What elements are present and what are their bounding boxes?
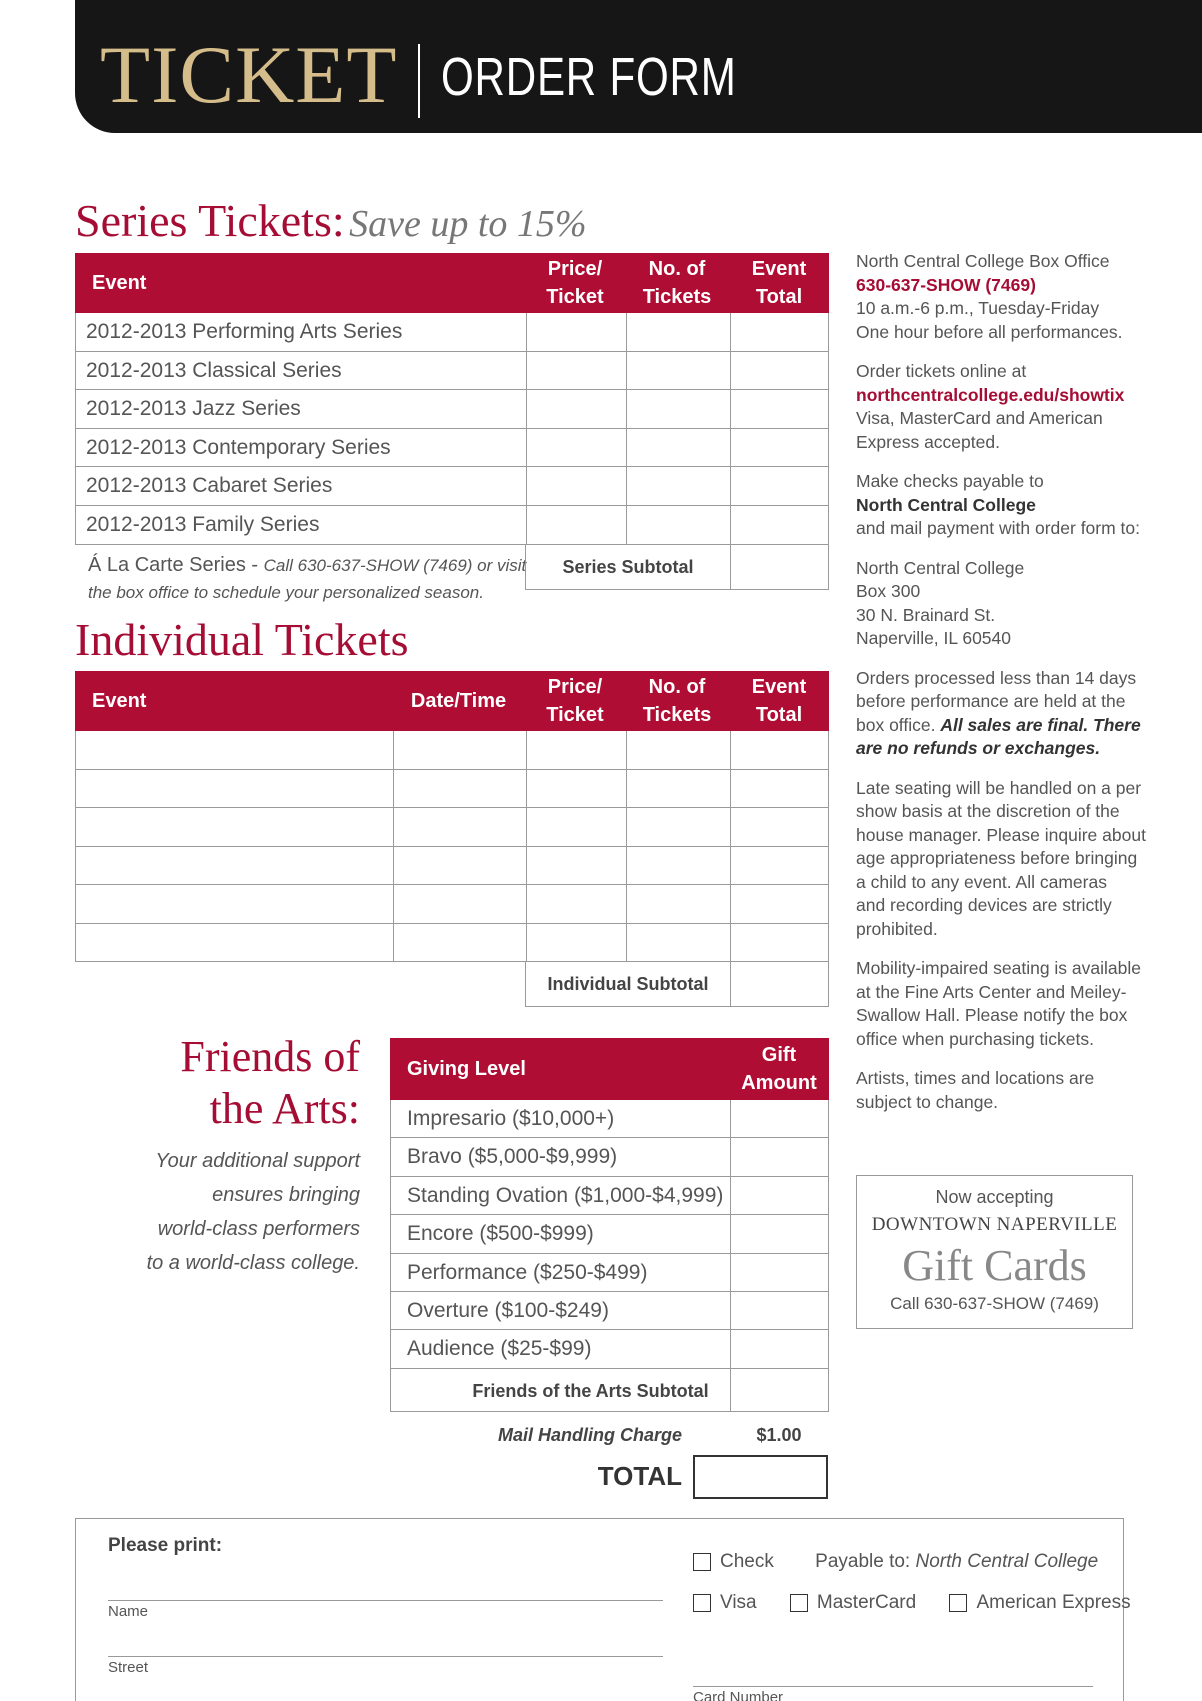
series-total-cell[interactable] bbox=[730, 467, 731, 505]
individual-total-cell[interactable] bbox=[730, 847, 830, 884]
series-col-price-l2: Ticket bbox=[546, 286, 604, 308]
series-number-cell[interactable] bbox=[626, 313, 627, 351]
sidebar-orders-l3: box office. bbox=[856, 714, 941, 735]
individual-col-event: Event bbox=[92, 690, 147, 712]
series-total-cell[interactable] bbox=[730, 352, 731, 389]
sidebar-online-intro: Order tickets online at bbox=[856, 361, 1027, 381]
please-print-heading: Please print: bbox=[108, 1535, 223, 1556]
gift-card-title: Gift Cards bbox=[902, 1241, 1087, 1290]
series-heading bbox=[75, 195, 587, 246]
series-row-label: 2012-2013 Performing Arts Series bbox=[86, 320, 403, 343]
amex-label: American Express bbox=[976, 1592, 1131, 1613]
alacarte-note-2: the box office to schedule your personalized season. bbox=[88, 583, 484, 602]
sidebar-late-7: prohibited. bbox=[856, 918, 938, 939]
friends-title-l2: the Arts: bbox=[209, 1084, 360, 1133]
brand-ticket: TICKET bbox=[100, 29, 398, 120]
series-subtotal-box bbox=[525, 545, 829, 590]
brand-order-form: ORDER FORM bbox=[441, 47, 737, 107]
individual-subtotal-box bbox=[525, 962, 829, 1007]
individual-event-cell[interactable] bbox=[76, 847, 393, 884]
sidebar-address-2: Box 300 bbox=[856, 581, 921, 601]
friends-gift-cell[interactable] bbox=[730, 1330, 731, 1368]
check-checkbox[interactable] bbox=[693, 1553, 711, 1571]
friends-tag-l3: world-class performers bbox=[157, 1218, 360, 1240]
friends-gift-cell[interactable] bbox=[730, 1292, 731, 1329]
individual-col-price bbox=[525, 671, 625, 731]
individual-number-cell[interactable] bbox=[626, 847, 730, 884]
individual-event-cell[interactable] bbox=[76, 885, 393, 923]
sidebar-phone[interactable]: 630-637-SHOW (7469) bbox=[856, 274, 1036, 295]
street-label: Street bbox=[108, 1659, 149, 1676]
individual-col-number bbox=[625, 671, 729, 731]
individual-table-header bbox=[75, 671, 829, 731]
series-row-label: 2012-2013 Contemporary Series bbox=[86, 435, 391, 459]
friends-level-label: Performance ($250-$499) bbox=[407, 1260, 648, 1284]
friends-level-label: Overture ($100-$249) bbox=[407, 1298, 609, 1322]
series-col-price bbox=[525, 253, 625, 313]
individual-subtotal-label: Individual Subtotal bbox=[547, 974, 709, 994]
sidebar-late-3: house manager. Please inquire about bbox=[856, 824, 1146, 845]
individual-col-number-l1: No. of bbox=[648, 676, 706, 698]
friends-level-label: Impresario ($10,000+) bbox=[407, 1106, 615, 1130]
individual-title: Individual Tickets bbox=[75, 614, 409, 665]
individual-total-cell[interactable] bbox=[730, 924, 830, 961]
friends-level-label: Standing Ovation ($1,000-$4,999) bbox=[407, 1183, 724, 1207]
individual-datetime-cell[interactable] bbox=[393, 731, 526, 769]
table-row bbox=[76, 352, 828, 390]
table-row bbox=[76, 429, 828, 467]
check-label: Check bbox=[720, 1551, 774, 1572]
mail-handling-amount: $1.00 bbox=[756, 1425, 802, 1445]
friends-tag-l1: Your additional support bbox=[155, 1150, 360, 1172]
series-row-label: 2012-2013 Jazz Series bbox=[86, 397, 301, 420]
table-row bbox=[76, 390, 828, 429]
series-title: Series Tickets: bbox=[75, 195, 345, 246]
individual-price-cell[interactable] bbox=[526, 924, 626, 961]
gift-card-accepting: Now accepting bbox=[935, 1187, 1054, 1207]
sidebar-checks-l3: and mail payment with order form to: bbox=[856, 518, 1141, 538]
series-row-label: 2012-2013 Cabaret Series bbox=[86, 474, 333, 497]
table-row bbox=[76, 847, 828, 885]
sidebar-address-4: Naperville, IL 60540 bbox=[856, 628, 1012, 648]
individual-number-cell[interactable] bbox=[626, 770, 730, 807]
series-col-price-l1: Price/ bbox=[547, 258, 603, 280]
individual-total-cell[interactable] bbox=[730, 731, 830, 769]
sidebar-change-1: Artists, times and locations are bbox=[856, 1068, 1095, 1088]
individual-total-cell[interactable] bbox=[730, 770, 830, 807]
individual-price-cell[interactable] bbox=[526, 847, 626, 884]
individual-col-total-l1: Event bbox=[751, 676, 807, 698]
series-row-label: 2012-2013 Family Series bbox=[86, 513, 320, 536]
series-number-cell[interactable] bbox=[626, 429, 627, 466]
table-row bbox=[76, 770, 828, 808]
sidebar-address-1: North Central College bbox=[856, 557, 1025, 578]
series-total-cell[interactable] bbox=[730, 313, 731, 351]
sidebar-address-3: 30 N. Brainard St. bbox=[856, 604, 996, 625]
series-table-header bbox=[75, 253, 829, 313]
visa-label: Visa bbox=[720, 1592, 757, 1613]
payable-prefix: Payable to: bbox=[815, 1551, 916, 1572]
friends-gift-cell[interactable] bbox=[730, 1177, 731, 1214]
table-row bbox=[76, 506, 828, 545]
series-total-cell[interactable] bbox=[730, 429, 731, 466]
series-col-total bbox=[729, 253, 829, 313]
payable-name: North Central College bbox=[915, 1551, 1099, 1572]
individual-col-price-l2: Ticket bbox=[546, 704, 604, 726]
gift-card-call: Call 630-637-SHOW (7469) bbox=[890, 1294, 1099, 1313]
series-number-cell[interactable] bbox=[626, 352, 627, 389]
series-price-cell[interactable] bbox=[526, 313, 527, 351]
series-number-cell[interactable] bbox=[626, 390, 627, 428]
individual-event-cell[interactable] bbox=[76, 808, 393, 846]
individual-datetime-cell[interactable] bbox=[393, 924, 526, 961]
individual-number-cell[interactable] bbox=[626, 924, 730, 961]
individual-price-cell[interactable] bbox=[526, 885, 626, 923]
sidebar-orders-final-1: All sales are final. There bbox=[940, 714, 1141, 735]
individual-subtotal-cell[interactable] bbox=[730, 962, 731, 1006]
table-row bbox=[391, 1292, 828, 1330]
series-total-cell[interactable] bbox=[730, 506, 731, 544]
sidebar-online-url[interactable]: northcentralcollege.edu/showtix bbox=[856, 384, 1125, 405]
table-row bbox=[391, 1138, 828, 1177]
sidebar-late-6: and recording devices are strictly bbox=[856, 895, 1112, 915]
sidebar-change-2: subject to change. bbox=[856, 1091, 999, 1112]
table-row bbox=[76, 731, 828, 770]
individual-datetime-cell[interactable] bbox=[393, 770, 526, 807]
series-price-cell[interactable] bbox=[526, 352, 527, 389]
series-price-cell[interactable] bbox=[526, 390, 527, 428]
card-options bbox=[693, 1592, 1131, 1614]
friends-col-gift bbox=[729, 1038, 829, 1100]
individual-datetime-cell[interactable] bbox=[393, 847, 526, 884]
series-subtitle: Save up to 15% bbox=[349, 203, 587, 245]
series-price-cell[interactable] bbox=[526, 467, 527, 505]
series-col-event: Event bbox=[92, 272, 147, 294]
series-total-cell[interactable] bbox=[730, 390, 731, 428]
table-row bbox=[391, 1100, 828, 1138]
street-line[interactable] bbox=[108, 1656, 663, 1657]
sidebar-late-2: show basis at the discretion of the bbox=[856, 801, 1120, 821]
series-table-body bbox=[75, 313, 829, 545]
gift-card-box bbox=[856, 1175, 1133, 1329]
friends-table-header bbox=[390, 1038, 829, 1100]
individual-event-cell[interactable] bbox=[76, 770, 393, 807]
total-label: TOTAL bbox=[597, 1461, 682, 1491]
name-label: Name bbox=[108, 1603, 149, 1620]
visa-checkbox[interactable] bbox=[693, 1594, 711, 1612]
friends-tag-l4: to a world-class college. bbox=[146, 1252, 360, 1274]
alacarte-title: Á La Carte Series - bbox=[88, 554, 264, 576]
table-row bbox=[76, 885, 828, 924]
series-col-number bbox=[625, 253, 729, 313]
friends-level-label: Bravo ($5,000-$9,999) bbox=[407, 1145, 618, 1168]
header-divider bbox=[418, 44, 420, 118]
friends-table-body bbox=[390, 1100, 829, 1412]
table-row bbox=[76, 467, 828, 506]
mail-handling-label: Mail Handling Charge bbox=[497, 1425, 682, 1445]
sidebar-mobility-4: office when purchasing tickets. bbox=[856, 1028, 1095, 1049]
amex-checkbox[interactable] bbox=[949, 1594, 967, 1612]
individual-event-cell[interactable] bbox=[76, 924, 393, 961]
individual-total-cell[interactable] bbox=[730, 808, 830, 846]
sidebar-orders-l2: before performance are held at the bbox=[856, 691, 1126, 711]
series-price-cell[interactable] bbox=[526, 506, 527, 544]
sidebar-cards-l1: Visa, MasterCard and American bbox=[856, 408, 1103, 428]
sidebar-late-4: age appropriateness before bringing bbox=[856, 848, 1138, 868]
friends-col-gift-l1: Gift bbox=[761, 1044, 797, 1066]
sidebar-mobility-3: Swallow Hall. Please notify the box bbox=[856, 1005, 1128, 1025]
sidebar-box-office: North Central College Box Office bbox=[856, 251, 1110, 271]
individual-col-datetime: Date/Time bbox=[410, 690, 507, 712]
sidebar bbox=[856, 250, 1156, 1114]
friends-gift-cell[interactable] bbox=[730, 1215, 731, 1253]
check-option bbox=[693, 1551, 1098, 1573]
individual-datetime-cell[interactable] bbox=[393, 808, 526, 846]
friends-gift-cell[interactable] bbox=[730, 1138, 731, 1176]
individual-price-cell[interactable] bbox=[526, 770, 626, 807]
table-row bbox=[76, 924, 828, 962]
table-row bbox=[391, 1254, 828, 1292]
sidebar-orders-l1: Orders processed less than 14 days bbox=[856, 667, 1137, 688]
table-row bbox=[76, 313, 828, 352]
individual-datetime-cell[interactable] bbox=[393, 885, 526, 923]
individual-col-total-l2: Total bbox=[755, 704, 803, 726]
table-row bbox=[391, 1330, 828, 1369]
sidebar-late-5: a child to any event. All cameras bbox=[856, 871, 1107, 892]
individual-table-body bbox=[75, 731, 829, 962]
individual-number-cell[interactable] bbox=[626, 808, 730, 846]
series-col-number-l2: Tickets bbox=[642, 286, 712, 308]
friends-gift-cell[interactable] bbox=[730, 1254, 731, 1291]
sidebar-cards-l2: Express accepted. bbox=[856, 431, 1000, 452]
friends-col-level: Giving Level bbox=[407, 1058, 526, 1080]
sidebar-mobility-2: at the Fine Arts Center and Meiley- bbox=[856, 981, 1127, 1002]
friends-title bbox=[120, 1031, 360, 1135]
sidebar-orders-final-2: are no refunds or exchanges. bbox=[856, 738, 1101, 758]
friends-subtotal-cell[interactable] bbox=[730, 1369, 731, 1411]
individual-event-cell[interactable] bbox=[76, 731, 393, 769]
sidebar-hours: 10 a.m.-6 p.m., Tuesday-Friday bbox=[856, 298, 1100, 318]
friends-title-l1: Friends of bbox=[180, 1032, 360, 1081]
series-number-cell[interactable] bbox=[626, 506, 627, 544]
sidebar-checks-payee: North Central College bbox=[856, 494, 1036, 515]
individual-number-cell[interactable] bbox=[626, 731, 730, 769]
friends-gift-cell[interactable] bbox=[730, 1100, 731, 1137]
mastercard-checkbox[interactable] bbox=[790, 1594, 808, 1612]
sidebar-late-1: Late seating will be handled on a per bbox=[856, 777, 1142, 798]
total-input[interactable] bbox=[693, 1455, 828, 1499]
individual-number-cell[interactable] bbox=[626, 885, 730, 923]
table-row bbox=[76, 808, 828, 847]
series-col-total-l2: Total bbox=[755, 286, 803, 308]
friends-subtotal-label: Friends of the Arts Subtotal bbox=[472, 1381, 709, 1401]
individual-col-number-l2: Tickets bbox=[642, 704, 712, 726]
sidebar-checks-l1: Make checks payable to bbox=[856, 471, 1044, 491]
sidebar-hours-2: One hour before all performances. bbox=[856, 321, 1123, 342]
series-number-cell[interactable] bbox=[626, 467, 627, 505]
friends-tagline bbox=[110, 1144, 360, 1280]
friends-level-label: Audience ($25-$99) bbox=[407, 1337, 592, 1360]
friends-col-gift-l2: Amount bbox=[741, 1072, 817, 1094]
table-row bbox=[391, 1215, 828, 1254]
friends-tag-l2: ensures bringing bbox=[212, 1184, 360, 1206]
series-row-label: 2012-2013 Classical Series bbox=[86, 358, 342, 382]
individual-total-cell[interactable] bbox=[730, 885, 830, 923]
sidebar-mobility-1: Mobility-impaired seating is available bbox=[856, 958, 1141, 978]
series-subtotal-cell[interactable] bbox=[730, 545, 731, 589]
table-row bbox=[391, 1177, 828, 1215]
gift-card-downtown: DOWNTOWN NAPERVILLE bbox=[871, 1214, 1118, 1235]
friends-level-label: Encore ($500-$999) bbox=[407, 1222, 594, 1245]
mastercard-label: MasterCard bbox=[816, 1592, 917, 1613]
individual-col-total bbox=[729, 671, 829, 731]
individual-col-price-l1: Price/ bbox=[547, 676, 603, 698]
alacarte-note-1: Call 630-637-SHOW (7469) or visit bbox=[263, 556, 527, 575]
alacarte-block bbox=[88, 552, 528, 606]
individual-price-cell[interactable] bbox=[526, 808, 626, 846]
friends-subtotal-row bbox=[391, 1369, 828, 1412]
individual-price-cell[interactable] bbox=[526, 731, 626, 769]
card-number-label: Card Number bbox=[693, 1689, 784, 1701]
series-col-number-l1: No. of bbox=[648, 258, 706, 280]
card-number-line[interactable] bbox=[693, 1686, 1093, 1687]
series-price-cell[interactable] bbox=[526, 429, 527, 466]
name-line[interactable] bbox=[108, 1600, 663, 1601]
series-subtotal-label: Series Subtotal bbox=[562, 557, 694, 577]
series-col-total-l1: Event bbox=[751, 258, 807, 280]
